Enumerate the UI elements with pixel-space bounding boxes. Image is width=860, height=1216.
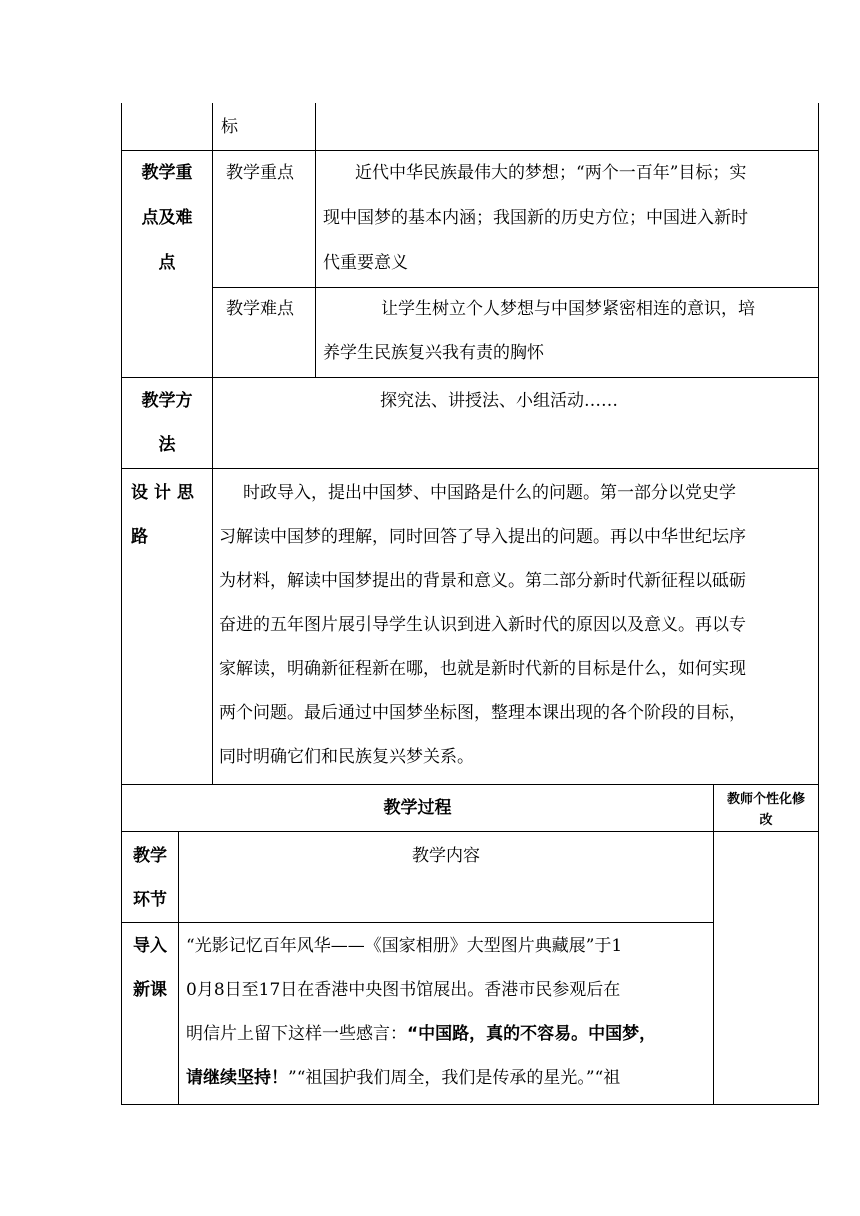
teacher-note-header-2: 改 [759, 813, 773, 828]
process-header: 教学过程 [383, 798, 452, 818]
col-divider-sublabel [315, 103, 316, 377]
intro-stage-1: 导入 [133, 936, 167, 956]
intro-quote-bold-2: 请继续坚持！ [186, 1068, 288, 1088]
difficult-point-line-2: 养学生民族复兴我有责的胸怀 [323, 343, 544, 363]
stage-header-1: 教学 [133, 846, 167, 866]
intro-line-3 [186, 1013, 656, 1056]
design-line-1: 时政导入，提出中国梦、中国路是什么的问题。第一部分以党史学 [243, 483, 736, 503]
design-line-2: 习解读中国梦的理解，同时回答了导入提出的问题。再以中华世纪坛序 [219, 527, 746, 547]
content-header: 教学内容 [412, 846, 480, 866]
row-divider-focus [121, 377, 819, 378]
key-point-line-3: 代重要意义 [323, 253, 408, 273]
key-point-line-2: 现中国梦的基本内涵；我国新的历史方位；中国进入新时 [323, 208, 748, 228]
intro-quote-bold: “中国路，真的不容易。中国梦， [407, 1024, 657, 1044]
difficult-point-label: 教学难点 [226, 299, 294, 319]
intro-line-1: “光影记忆百年风华——《国家相册》大型图片典藏展”于1 [186, 936, 623, 956]
difficult-point-line-1: 让学生树立个人梦想与中国梦紧密相连的意识，培 [381, 299, 755, 319]
stage-header-2: 环节 [133, 890, 167, 910]
table-border-right [818, 103, 819, 1105]
intro-stage-2: 新课 [133, 980, 167, 1000]
key-point-line-1: 近代中华民族最伟大的梦想；“两个一百年”目标；实 [355, 163, 747, 183]
design-label-1: 设 计 思 [131, 483, 194, 503]
row-divider-method [121, 468, 819, 469]
row-divider-goal [121, 150, 819, 151]
design-line-6: 两个问题。最后通过中国梦坐标图，整理本课出现的各个阶段的目标， [219, 703, 746, 723]
intro-line-4-rest: ”“祖国护我们周全，我们是传承的星光。”“祖 [288, 1068, 621, 1088]
method-content: 探究法、讲授法、小组活动…… [380, 391, 618, 411]
focus-row-label-2: 点及难 [141, 208, 193, 228]
method-label-1: 教学方 [141, 391, 193, 411]
process-col-note [713, 784, 714, 1105]
design-line-4: 奋进的五年图片展引导学生认识到进入新时代的原因以及意义。再以专 [219, 615, 746, 635]
design-line-7: 同时明确它们和民族复兴梦关系。 [219, 747, 474, 767]
intro-line-3-text: 明信片上留下这样一些感言： [186, 1024, 407, 1044]
design-line-3: 为材料，解读中国梦提出的背景和意义。第二部分新时代新征程以砥砺 [219, 571, 746, 591]
key-point-label: 教学重点 [226, 163, 294, 183]
focus-row-label-3: 点 [158, 253, 176, 273]
goal-label-tail: 标 [221, 117, 238, 137]
design-label-2: 路 [131, 527, 148, 547]
table-border-bottom [121, 1104, 819, 1105]
teacher-note-header-1: 教师个性化修 [726, 792, 805, 807]
intro-line-4 [186, 1057, 620, 1100]
row-divider-design [121, 784, 819, 785]
col-divider-label [212, 103, 213, 784]
method-label-2: 法 [158, 435, 176, 455]
row-divider-content-header [121, 922, 714, 923]
intro-line-2: 0月8日至17日在香港中央图书馆展出。香港市民参观后在 [186, 980, 621, 1000]
design-line-5: 家解读，明确新征程新在哪，也就是新时代新的目标是什么，如何实现 [219, 659, 746, 679]
focus-row-label-1: 教学重 [141, 163, 193, 183]
